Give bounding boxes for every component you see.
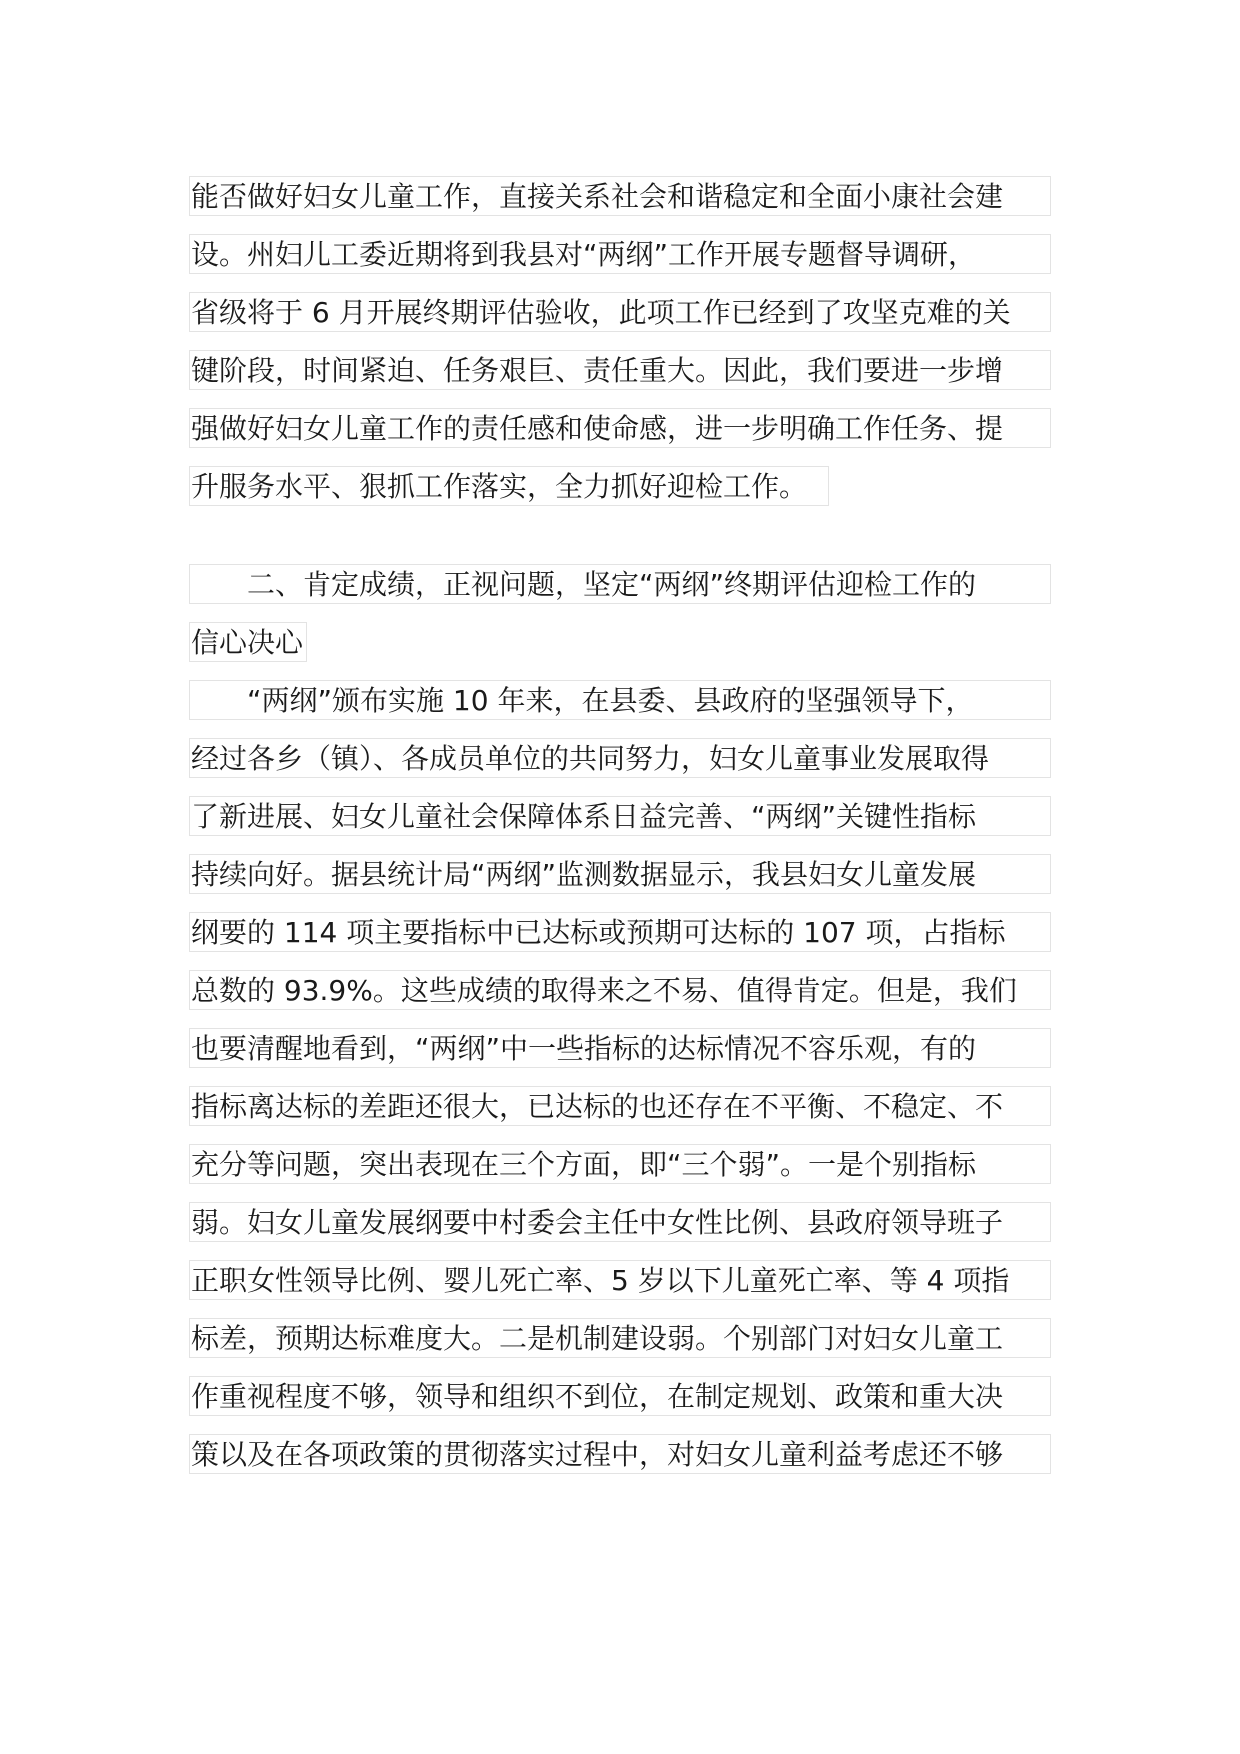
text-line: 了新进展、妇女儿童社会保障体系日益完善、“两纲”关键性指标 — [189, 796, 1051, 836]
text-line: 能否做好妇女儿童工作，直接关系社会和谐稳定和全面小康社会建 — [189, 176, 1051, 216]
text-line: 策以及在各项政策的贯彻落实过程中，对妇女儿童利益考虑还不够 — [189, 1434, 1051, 1474]
text-line: 纲要的 114 项主要指标中已达标或预期可达标的 107 项，占指标 — [189, 912, 1051, 952]
text-line: 升服务水平、狠抓工作落实，全力抓好迎检工作。 — [189, 466, 829, 506]
text-line: 指标离达标的差距还很大，已达标的也还存在不平衡、不稳定、不 — [189, 1086, 1051, 1126]
text-line: 持续向好。据县统计局“两纲”监测数据显示，我县妇女儿童发展 — [189, 854, 1051, 894]
text-line: 强做好妇女儿童工作的责任感和使命感，进一步明确工作任务、提 — [189, 408, 1051, 448]
text-line: 也要清醒地看到，“两纲”中一些指标的达标情况不容乐观，有的 — [189, 1028, 1051, 1068]
section-heading-line: 信心决心 — [189, 622, 307, 662]
text-line: “两纲”颁布实施 10 年来，在县委、县政府的坚强领导下， — [189, 680, 1051, 720]
text-line: 经过各乡（镇）、各成员单位的共同努力，妇女儿童事业发展取得 — [189, 738, 1051, 778]
text-line: 标差，预期达标难度大。二是机制建设弱。个别部门对妇女儿童工 — [189, 1318, 1051, 1358]
text-line: 省级将于 6 月开展终期评估验收，此项工作已经到了攻坚克难的关 — [189, 292, 1051, 332]
text-line: 正职女性领导比例、婴儿死亡率、5 岁以下儿童死亡率、等 4 项指 — [189, 1260, 1051, 1300]
text-line: 弱。妇女儿童发展纲要中村委会主任中女性比例、县政府领导班子 — [189, 1202, 1051, 1242]
text-line: 键阶段，时间紧迫、任务艰巨、责任重大。因此，我们要进一步增 — [189, 350, 1051, 390]
text-line: 总数的 93.9%。这些成绩的取得来之不易、值得肯定。但是，我们 — [189, 970, 1051, 1010]
text-line: 设。州妇儿工委近期将到我县对“两纲”工作开展专题督导调研， — [189, 234, 1051, 274]
text-line: 充分等问题，突出表现在三个方面，即“三个弱”。一是个别指标 — [189, 1144, 1051, 1184]
section-heading-line: 二、肯定成绩，正视问题，坚定“两纲”终期评估迎检工作的 — [189, 564, 1051, 604]
text-line: 作重视程度不够，领导和组织不到位，在制定规划、政策和重大决 — [189, 1376, 1051, 1416]
